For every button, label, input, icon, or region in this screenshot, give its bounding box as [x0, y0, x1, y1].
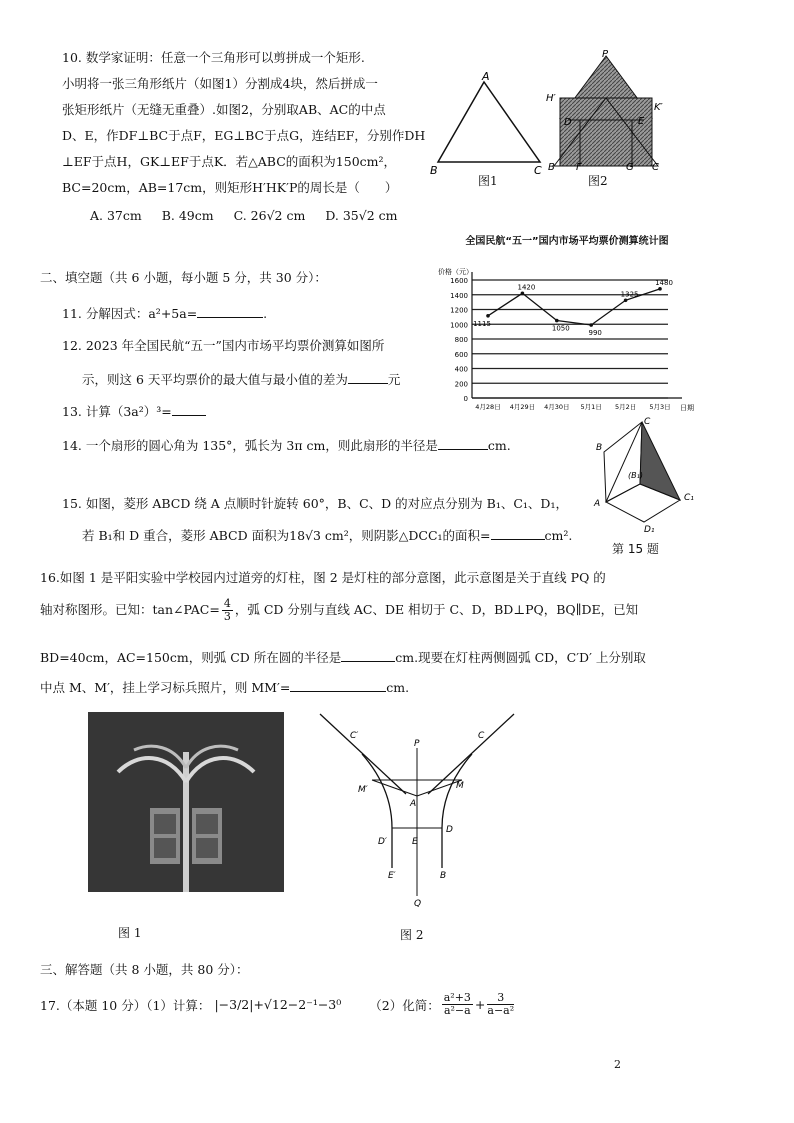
q10-fig2-caption: 图2 [588, 174, 608, 188]
q15-text: 若 B₁和 D 重合，菱形 ABCD 面积为18√3 cm²，则阴影△DCC₁的面积= [82, 528, 491, 543]
q16-text-d: cm.现要在灯柱两侧圆弧 CD，C′D′ 上分别取 [395, 650, 646, 665]
q10-line4: D、E，作DF⊥BC于点F，EG⊥BC于点G，连结EF，分别作DH [62, 128, 426, 143]
q17-expression: |−3/2|+√12−2⁻¹−3⁰ [214, 997, 342, 1013]
q14-answer-blank[interactable] [438, 449, 488, 450]
q16-text-c: BD=40cm，AC=150cm，则弧 CD 所在圆的半径是 [40, 650, 342, 665]
q11 [62, 304, 267, 322]
q15-d-label: (B₁) [628, 471, 643, 480]
y-tick-label: 600 [454, 350, 468, 359]
data-label: 1420 [517, 283, 536, 292]
y-axis-label: 价格（元） [438, 268, 473, 276]
q10-fig1-caption: 图1 [478, 174, 498, 188]
y-tick-label: 1400 [450, 291, 468, 300]
q17-plus: + [474, 997, 486, 1013]
schem-c-label: C [478, 731, 485, 741]
q16-line3 [40, 648, 646, 666]
fig2-d-label: D [564, 117, 572, 128]
q15-rhombus-figure [588, 416, 718, 534]
q10-line2: 小明将一张三角形纸片（如图1）分割成4块，然后拼成一 [62, 76, 378, 91]
x-tick-label: 4月28日 [475, 403, 501, 411]
x-tick-label: 4月30日 [544, 403, 570, 411]
x-tick-label: 5月1日 [580, 403, 602, 411]
q15-unit: cm². [544, 528, 573, 543]
q17-f2-den: a−a² [487, 1004, 515, 1018]
page-number: 2 [614, 1058, 621, 1071]
x-tick-label: 5月2日 [614, 403, 637, 411]
q17-f2-num: 3 [487, 992, 514, 1005]
q10-figure2-rectangle [540, 48, 670, 173]
y-tick-label: 1000 [450, 321, 468, 330]
schem-m1-label: M′ [358, 785, 368, 795]
option-b[interactable]: B. 49cm [161, 208, 214, 223]
data-label: 1325 [620, 290, 639, 299]
q16-text-a: 轴对称图形。已知：tan∠PAC= [40, 602, 220, 618]
q15-d1-label: D₁ [644, 525, 655, 534]
schem-c1-label: C′ [350, 731, 359, 741]
x-tick-label: 4月29日 [509, 403, 536, 411]
q15-answer-blank[interactable] [491, 539, 545, 540]
option-c[interactable]: C. 26√2 cm [233, 208, 306, 223]
q16-text-e: 中点 M、M′，挂上学习标兵照片，则 MM′= [40, 680, 291, 695]
fig2-k-label: K′ [654, 102, 663, 113]
q15-b-label: B [596, 443, 603, 453]
q17-fraction2 [487, 992, 514, 1017]
fig2-c-label: C [652, 162, 659, 173]
data-label: 1480 [655, 278, 673, 287]
q10-line6: BC=20cm，AB=17cm，则矩形H′HK′P的周长是（ ） [62, 180, 398, 195]
q17-f1-den: a²−a [443, 1004, 471, 1018]
data-point [486, 314, 490, 318]
q17-fraction1 [442, 992, 473, 1017]
data-point [521, 291, 525, 295]
q16-line2 [40, 598, 638, 623]
q16-mm-blank[interactable] [290, 691, 386, 692]
schem-a-label: A [410, 799, 417, 809]
q11-text: 11. 分解因式：a²+5a= [62, 306, 198, 321]
q16-text-f: cm. [386, 680, 410, 695]
vertex-b-label: B [430, 164, 438, 177]
q10-line1: 10. 数学家证明：任意一个三角形可以剪拼成一个矩形. [62, 50, 365, 65]
data-point [624, 298, 628, 302]
q15-a-label: A [594, 499, 601, 509]
fig2-h-label: H′ [546, 93, 556, 104]
section3-title: 三、解答题（共 8 小题，共 80 分）： [40, 962, 249, 977]
option-d[interactable]: D. 35√2 cm [325, 208, 398, 223]
q16-radius-blank[interactable] [341, 661, 395, 662]
data-label: 1050 [551, 324, 570, 333]
q11-end: . [263, 306, 268, 321]
schem-e1-label: E′ [388, 871, 396, 881]
q15-line2 [82, 526, 572, 544]
q12-text: 示，则这 6 天平均票价的最大值与最小值的差为 [82, 372, 348, 387]
q12-unit: 元 [387, 372, 401, 387]
q12-line2 [82, 370, 400, 388]
lamp-schematic-diagram [312, 708, 522, 908]
q14-text: 14. 一个扇形的圆心角为 135°，弧长为 3π cm，则此扇形的半径是 [62, 438, 438, 453]
y-tick-label: 400 [454, 365, 468, 374]
x-axis-label: 日期 [680, 404, 694, 412]
schem-q-label: Q [414, 899, 422, 908]
q16-text-b: ，弧 CD 分别与直线 AC、DE 相切于 C、D，BD⊥PQ，BQ∥DE，已知 [234, 602, 639, 618]
schem-d1-label: D′ [378, 837, 387, 847]
y-tick-label: 1600 [450, 277, 468, 285]
fig2-g-label: G [626, 162, 634, 173]
data-label: 990 [588, 328, 602, 337]
data-point [589, 323, 593, 327]
q12-line1: 12. 2023 年全国民航“五一”国内市场平均票价测算如图所 [62, 338, 385, 353]
fig2-p-label: P [602, 49, 609, 60]
chart-points [473, 279, 673, 337]
fig2-b-label: B [548, 162, 555, 173]
data-label: 1115 [473, 319, 491, 328]
chart-title: 全国民航“五一”国内市场平均票价测算统计图 [465, 236, 669, 247]
vertex-a-label: A [482, 70, 490, 83]
option-a[interactable]: A. 37cm [90, 208, 142, 223]
tan-fraction-numerator: 4 [223, 597, 231, 610]
q16-line4 [40, 678, 409, 696]
schem-e-label: E [412, 837, 418, 847]
vertex-c-label: C [534, 164, 542, 177]
fig2-e-label: E [638, 116, 645, 127]
q10-figure1-triangle [428, 70, 548, 185]
q15-line1: 15. 如图，菱形 ABCD 绕 A 点顺时针旋转 60°，B、C、D 的对应点分别为 B₁、C₁、D₁， [62, 496, 568, 511]
schem-m-label: M [456, 781, 464, 791]
schem-b-label: B [440, 871, 447, 881]
q12-answer-blank[interactable] [348, 383, 388, 384]
schem-p-label: P [414, 739, 420, 749]
q10-line5: ⊥EF于点H，GK⊥EF于点K．若△ABC的面积为150cm²， [62, 154, 397, 169]
data-point [658, 287, 662, 291]
lamp-post-photo [88, 712, 284, 892]
q13 [62, 402, 206, 420]
q15-caption: 第 15 题 [612, 542, 659, 556]
q16-fig2-caption: 图 2 [400, 928, 424, 942]
y-tick-label: 0 [463, 395, 468, 403]
q16-fig1-caption: 图 1 [118, 926, 142, 940]
tan-fraction [222, 598, 233, 623]
y-tick-label: 1200 [450, 306, 468, 315]
q15-c1-label: C₁ [684, 493, 694, 503]
q16-line1: 16.如图 1 是平阳实验中学校园内过道旁的灯柱，图 2 是灯柱的部分意图，此示意图是关于直线 PQ 的 [40, 570, 606, 585]
chart-grid [472, 280, 668, 398]
q15-c-label: C [644, 417, 651, 427]
q11-answer-blank[interactable] [197, 317, 263, 318]
q14 [62, 436, 511, 454]
q17-label: 17.（本题 10 分）（1）计算： [40, 997, 211, 1013]
data-point [555, 319, 559, 323]
tan-fraction-denominator: 3 [223, 610, 231, 624]
y-tick-label: 200 [454, 380, 468, 389]
y-tick-label: 800 [454, 336, 468, 344]
q13-answer-blank[interactable] [172, 415, 206, 416]
schem-d-label: D [446, 825, 453, 835]
fig2-f-label: F [576, 162, 582, 173]
q14-unit: cm. [487, 438, 511, 453]
q10-line3: 张矩形纸片（无缝无重叠）.如图2，分别取AB、AC的中点 [62, 102, 386, 117]
q10-options [90, 208, 414, 223]
q17-part2-label: （2）化简： [369, 997, 440, 1013]
q17 [40, 992, 516, 1017]
q17-f1-num: a²+3 [443, 991, 471, 1004]
price-line-chart [436, 266, 698, 416]
section2-title: 二、填空题（共 6 小题，每小题 5 分，共 30 分）： [40, 270, 327, 285]
x-tick-label: 5月3日 [649, 403, 671, 411]
q13-text: 13. 计算（3a²）³= [62, 404, 172, 419]
